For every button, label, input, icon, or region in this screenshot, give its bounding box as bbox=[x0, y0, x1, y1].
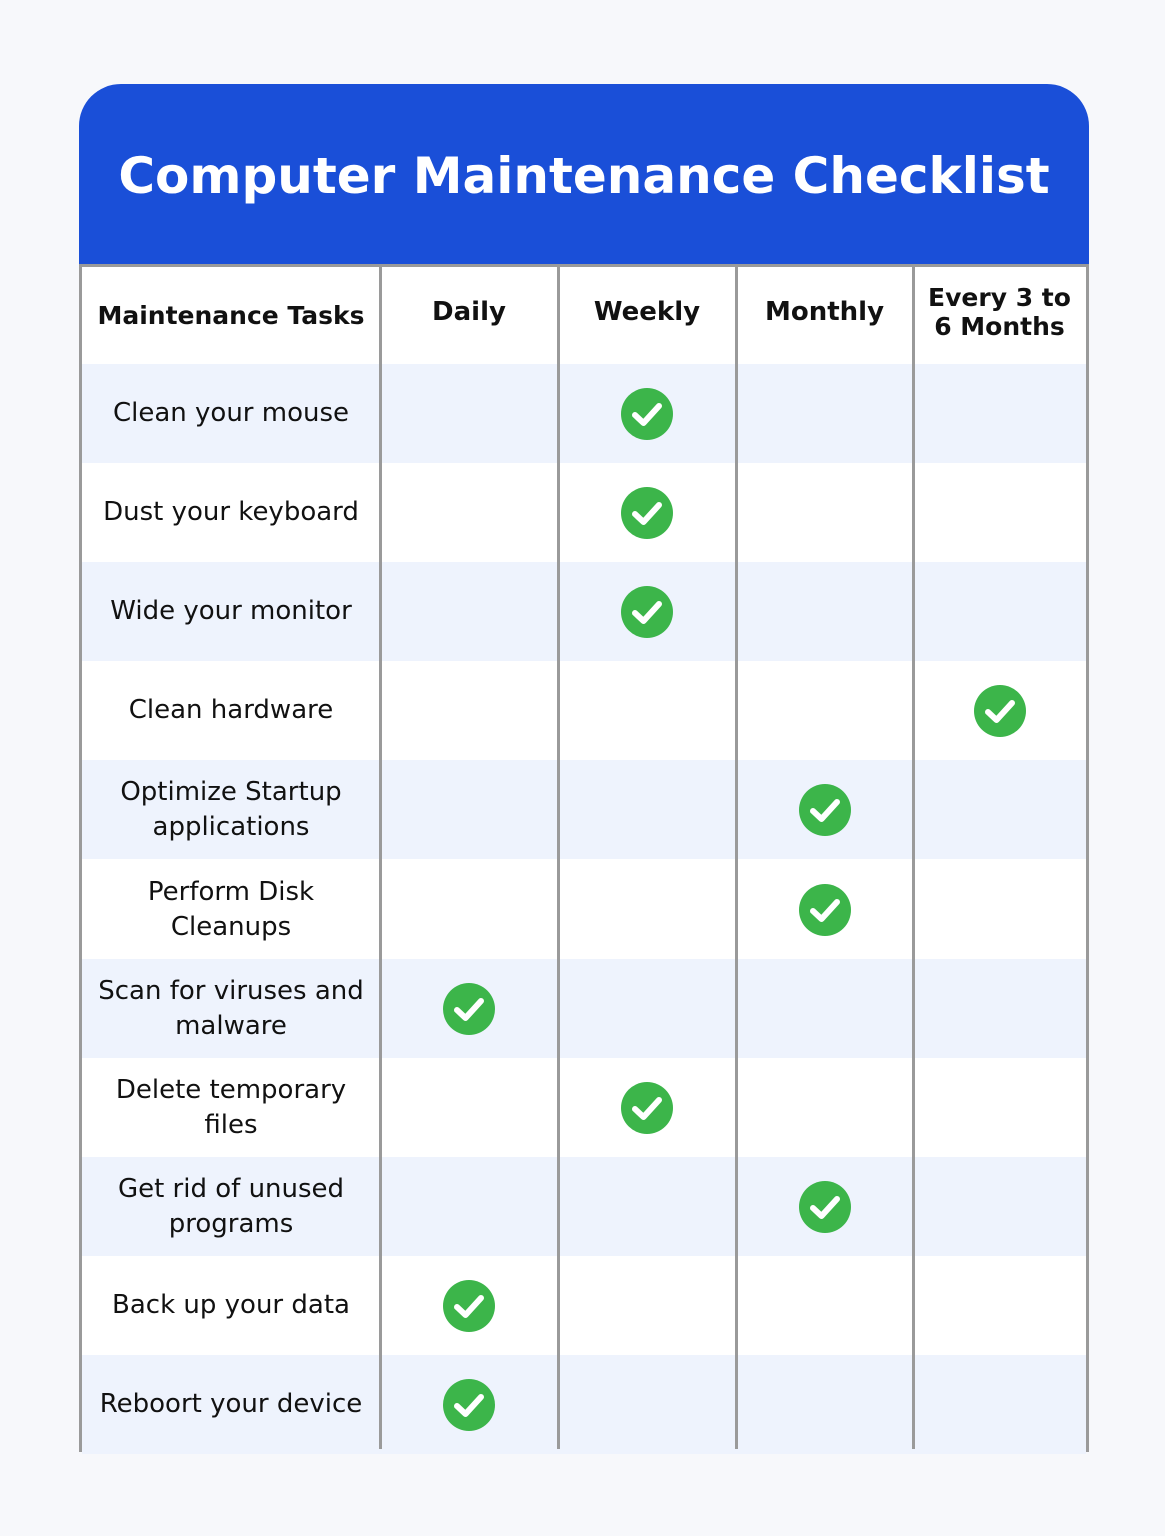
task-cell bbox=[82, 1058, 380, 1157]
check-circle-icon bbox=[798, 1180, 852, 1234]
task-cell bbox=[82, 463, 380, 562]
task-label: Clean your mouse bbox=[112, 398, 350, 428]
task-label: Reboort your device bbox=[99, 1389, 363, 1419]
table-header-row bbox=[82, 267, 1086, 364]
frequency-cell bbox=[380, 661, 558, 760]
table-row bbox=[82, 463, 1086, 562]
check-circle-icon bbox=[442, 1279, 496, 1333]
frequency-cell bbox=[736, 959, 913, 1058]
frequency-cell bbox=[380, 1058, 558, 1157]
column-header bbox=[558, 267, 736, 364]
frequency-cell bbox=[558, 661, 736, 760]
frequency-cell bbox=[558, 1157, 736, 1256]
task-cell bbox=[82, 1256, 380, 1355]
task-cell bbox=[82, 661, 380, 760]
table-row bbox=[82, 1058, 1086, 1157]
frequency-cell bbox=[913, 860, 1086, 959]
table-row bbox=[82, 760, 1086, 859]
column-divider bbox=[557, 267, 560, 1449]
page-title: Computer Maintenance Checklist bbox=[118, 147, 1050, 205]
task-label: Perform Disk Cleanups bbox=[147, 876, 315, 942]
frequency-cell bbox=[913, 562, 1086, 661]
frequency-cell bbox=[558, 1256, 736, 1355]
frequency-cell bbox=[913, 463, 1086, 562]
check-circle-icon bbox=[442, 982, 496, 1036]
frequency-cell bbox=[736, 1058, 913, 1157]
frequency-cell bbox=[558, 463, 736, 562]
task-label: Get rid of unused programs bbox=[117, 1173, 345, 1239]
frequency-cell bbox=[736, 562, 913, 661]
frequency-cell bbox=[736, 1355, 913, 1454]
check-circle-icon bbox=[620, 387, 674, 441]
task-label: Delete temporary files bbox=[115, 1074, 347, 1140]
check-circle-icon bbox=[973, 684, 1027, 738]
frequency-cell bbox=[736, 463, 913, 562]
frequency-cell bbox=[913, 1256, 1086, 1355]
frequency-cell bbox=[736, 1256, 913, 1355]
frequency-cell bbox=[736, 760, 913, 859]
frequency-cell bbox=[380, 562, 558, 661]
frequency-cell bbox=[558, 1058, 736, 1157]
column-header bbox=[736, 267, 913, 364]
task-label: Clean hardware bbox=[128, 695, 334, 725]
check-circle-icon bbox=[798, 883, 852, 937]
task-cell bbox=[82, 364, 380, 463]
task-cell bbox=[82, 860, 380, 959]
task-cell bbox=[82, 1355, 380, 1454]
check-circle-icon bbox=[620, 585, 674, 639]
frequency-cell bbox=[558, 959, 736, 1058]
table-row bbox=[82, 1157, 1086, 1256]
table-row bbox=[82, 860, 1086, 959]
task-cell bbox=[82, 760, 380, 859]
title-banner bbox=[79, 84, 1089, 264]
frequency-cell bbox=[380, 463, 558, 562]
table-row bbox=[82, 959, 1086, 1058]
frequency-cell bbox=[380, 1157, 558, 1256]
checklist-table bbox=[79, 264, 1089, 1452]
table-row bbox=[82, 1256, 1086, 1355]
table-row bbox=[82, 562, 1086, 661]
task-label: Wide your monitor bbox=[110, 596, 352, 626]
frequency-cell bbox=[380, 364, 558, 463]
frequency-cell bbox=[913, 1058, 1086, 1157]
frequency-cell bbox=[380, 860, 558, 959]
table-row bbox=[82, 1355, 1086, 1454]
check-circle-icon bbox=[620, 486, 674, 540]
frequency-cell bbox=[558, 562, 736, 661]
check-circle-icon bbox=[798, 783, 852, 837]
table-row bbox=[82, 661, 1086, 760]
frequency-cell bbox=[913, 760, 1086, 859]
frequency-cell bbox=[558, 760, 736, 859]
table-row bbox=[82, 364, 1086, 463]
column-header-daily: Daily bbox=[432, 297, 506, 327]
check-circle-icon bbox=[620, 1081, 674, 1135]
frequency-cell bbox=[736, 661, 913, 760]
frequency-cell bbox=[736, 1157, 913, 1256]
column-header-every-3-to-6-months: Every 3 to 6 Months bbox=[928, 282, 1071, 341]
frequency-cell bbox=[736, 364, 913, 463]
frequency-cell bbox=[558, 860, 736, 959]
checklist-card bbox=[79, 84, 1089, 1452]
frequency-cell bbox=[913, 1355, 1086, 1454]
frequency-cell bbox=[380, 959, 558, 1058]
column-divider bbox=[735, 267, 738, 1449]
column-header bbox=[380, 267, 558, 364]
frequency-cell bbox=[736, 860, 913, 959]
task-label: Dust your keyboard bbox=[103, 497, 359, 527]
task-cell bbox=[82, 959, 380, 1058]
frequency-cell bbox=[913, 959, 1086, 1058]
task-label: Optimize Startup applications bbox=[120, 776, 342, 842]
frequency-cell bbox=[558, 1355, 736, 1454]
column-header bbox=[82, 267, 380, 364]
frequency-cell bbox=[913, 1157, 1086, 1256]
frequency-cell bbox=[913, 364, 1086, 463]
column-header-monthly: Monthly bbox=[764, 297, 885, 327]
frequency-cell bbox=[380, 760, 558, 859]
frequency-cell bbox=[913, 661, 1086, 760]
frequency-cell bbox=[380, 1256, 558, 1355]
task-label: Back up your data bbox=[112, 1290, 350, 1320]
column-header-weekly: Weekly bbox=[593, 297, 701, 327]
task-cell bbox=[82, 562, 380, 661]
frequency-cell bbox=[558, 364, 736, 463]
column-header bbox=[913, 267, 1086, 364]
frequency-cell bbox=[380, 1355, 558, 1454]
column-header-tasks: Maintenance Tasks bbox=[97, 301, 365, 330]
task-cell bbox=[82, 1157, 380, 1256]
task-label: Scan for viruses and malware bbox=[98, 975, 364, 1041]
column-divider bbox=[379, 267, 382, 1449]
column-divider bbox=[912, 267, 915, 1449]
check-circle-icon bbox=[442, 1378, 496, 1432]
